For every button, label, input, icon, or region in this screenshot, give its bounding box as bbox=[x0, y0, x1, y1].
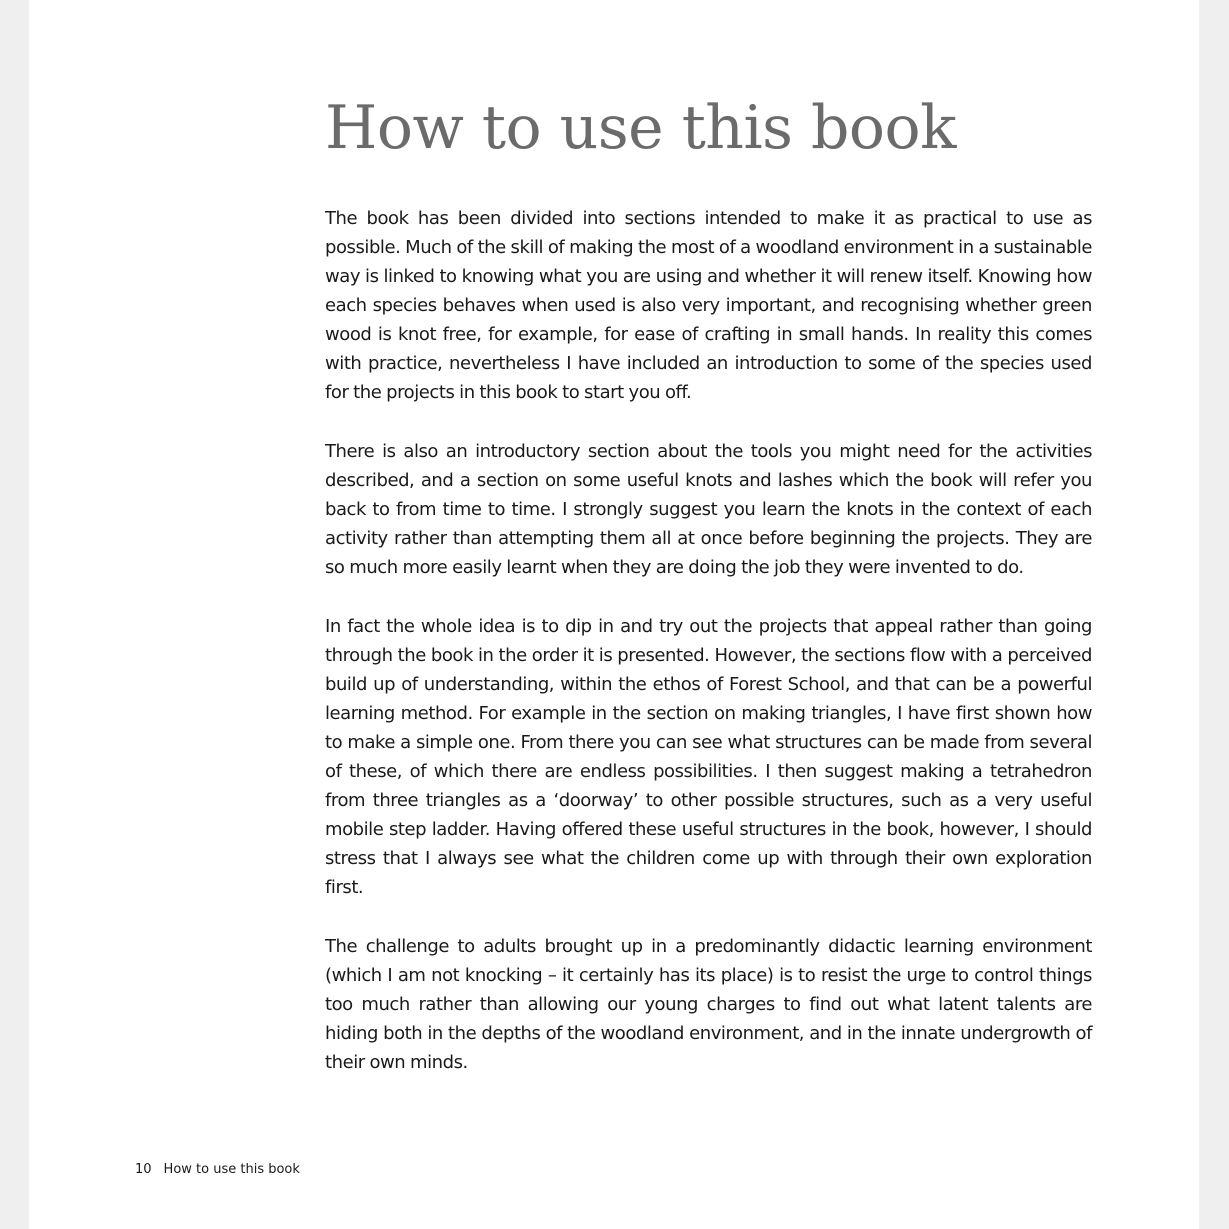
paragraph-4: The challenge to adults brought up in a predominantly didactic learning environment (which I am not knocking – it certainly has its place) is to resist the urge to control things too much rather than allowing our young charges to find out what latent talents are hiding both in the depths of the woodland environment, and in the innate undergrowth of their own minds. bbox=[325, 936, 1092, 1073]
running-title: How to use this book bbox=[163, 1162, 300, 1177]
page-number: 10 bbox=[135, 1162, 152, 1177]
paragraph-1: The book has been divided into sections intended to make it as practical to use as possible. Much of the skill of making the most of a woodland environment in a sustainable way is linked to knowing what you are using and whether it will renew itself. Knowing how each species behaves when used is also very important, and recognising whether green wood is knot free, for example, for ease of crafting in small hands. In reality this comes with practice, nevertheless I have included an introduction to some of the species used for the projects in this book to start you off. bbox=[325, 208, 1093, 403]
book-page bbox=[29, 0, 1199, 1229]
paragraph-2: There is also an introductory section about the tools you might need for the activities described, and a section on some useful knots and lashes which the book will refer you back to from time to time. I strongly suggest you learn the knots in the context of each activity rather than attempting them all at once before beginning the projects. They are so much more easily learnt when they are doing the job they were invented to do. bbox=[325, 441, 1092, 578]
body-text bbox=[325, 204, 1092, 1107]
paragraph-3: In fact the whole idea is to dip in and try out the projects that appeal rather than going through the book in the order it is presented. However, the sections flow with a perceived build up of understanding, within the ethos of Forest School, and that can be a powerful learning method. For example in the section on making triangles, I have first shown how to make a simple one. From there you can see what structures can be made from several of these, of which there are endless possibilities. I then suggest making a tetrahedron from three triangles as a ‘doorway’ to other possible structures, such as a very useful mobile step ladder. Having offered these useful structures in the book, however, I should stress that I always see what the children come up with through their own exploration first. bbox=[325, 616, 1092, 898]
page-title: How to use this book bbox=[325, 93, 957, 163]
page-footer bbox=[135, 1160, 300, 1180]
